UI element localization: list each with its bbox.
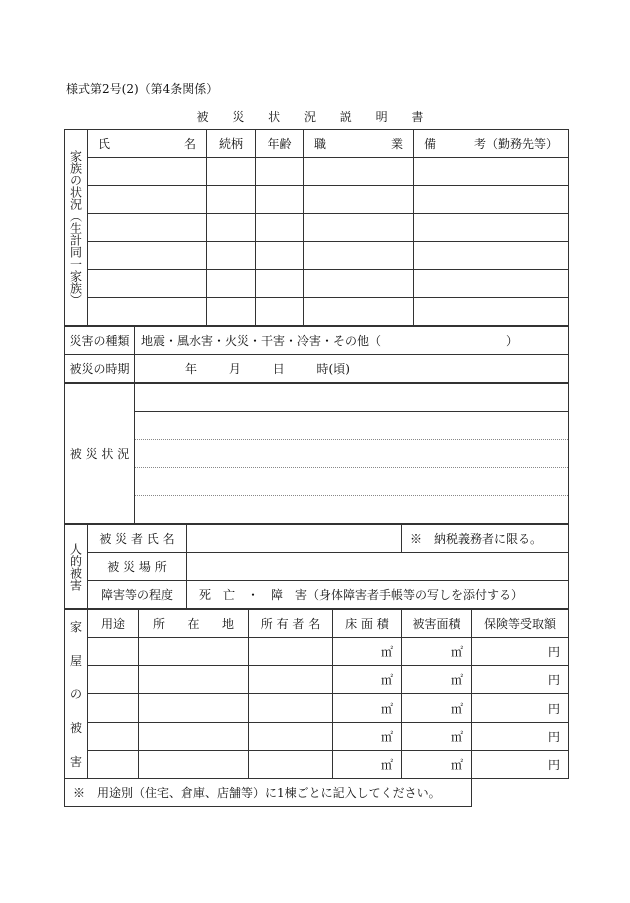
family-name-cell[interactable] [88, 242, 207, 270]
header-use: 用途 [88, 610, 139, 638]
family-age-cell[interactable] [256, 158, 304, 186]
house-owner-cell[interactable] [249, 694, 333, 722]
house-floor-cell[interactable]: ㎡ [333, 638, 402, 666]
family-relation-cell[interactable] [207, 158, 256, 186]
house-side-char: の [69, 687, 82, 702]
injury-degree-value[interactable]: 死 亡 ・ 障 害（身体障害者手帳等の写しを添付する） [187, 581, 569, 609]
situation-line[interactable] [135, 412, 569, 440]
family-relation-cell[interactable] [207, 270, 256, 298]
house-use-cell[interactable] [88, 666, 139, 694]
family-job-cell[interactable] [304, 270, 414, 298]
house-use-cell[interactable] [88, 638, 139, 666]
house-insurance-cell[interactable]: 円 [472, 722, 569, 750]
victim-name-field[interactable] [187, 525, 402, 553]
house-damage-cell[interactable]: ㎡ [402, 666, 472, 694]
situation-line[interactable] [135, 468, 569, 496]
family-note-cell[interactable] [414, 242, 569, 270]
house-use-cell[interactable] [88, 750, 139, 778]
house-side-char: 家 [69, 620, 82, 635]
family-name-cell[interactable] [88, 270, 207, 298]
family-note-cell[interactable] [414, 158, 569, 186]
header-age: 年齢 [256, 130, 304, 158]
situation-label: 被 災 状 況 [65, 384, 135, 524]
disaster-time-value[interactable]: 年 月 日 時(頃) [135, 355, 569, 383]
victim-name-label: 被 災 者 氏 名 [88, 525, 187, 553]
family-job-cell[interactable] [304, 186, 414, 214]
house-row [65, 638, 569, 666]
house-owner-cell[interactable] [249, 638, 333, 666]
header-damage-area: 被害面積 [402, 610, 472, 638]
family-age-cell[interactable] [256, 298, 304, 326]
family-job-cell[interactable] [304, 214, 414, 242]
document-title: 被 災 状 況 説 明 書 [196, 110, 434, 124]
house-damage-cell[interactable]: ㎡ [402, 694, 472, 722]
situation-line[interactable] [135, 384, 569, 412]
house-insurance-cell[interactable]: 円 [472, 666, 569, 694]
family-relation-cell[interactable] [207, 242, 256, 270]
house-location-cell[interactable] [139, 694, 249, 722]
house-use-cell[interactable] [88, 694, 139, 722]
form-number: 様式第2号(2)（第4条関係） [66, 82, 219, 96]
family-name-cell[interactable] [88, 186, 207, 214]
house-row [65, 694, 569, 722]
house-floor-cell[interactable]: ㎡ [333, 750, 402, 778]
house-damage-cell[interactable]: ㎡ [402, 722, 472, 750]
disaster-time-label: 被災の時期 [65, 355, 135, 383]
family-relation-cell[interactable] [207, 298, 256, 326]
header-note: 備 考（勤務先等） [414, 130, 569, 158]
family-age-cell[interactable] [256, 186, 304, 214]
family-job-cell[interactable] [304, 158, 414, 186]
house-row [65, 722, 569, 750]
family-row [65, 186, 569, 214]
disaster-type-label: 災害の種類 [65, 327, 135, 355]
family-table [64, 129, 569, 326]
victim-name-note: ※ 納税義務者に限る。 [402, 525, 569, 553]
house-location-cell[interactable] [139, 666, 249, 694]
family-note-cell[interactable] [414, 270, 569, 298]
disaster-type-options[interactable]: 地震・風水害・火災・干害・冷害・その他（ ） [135, 327, 569, 355]
house-note: ※ 用途別（住宅、倉庫、店舗等）に1棟ごとに記入してください。 [65, 779, 472, 807]
family-name-cell[interactable] [88, 298, 207, 326]
header-name: 氏 名 [88, 130, 207, 158]
injury-degree-label: 障害等の程度 [88, 581, 187, 609]
house-owner-cell[interactable] [249, 666, 333, 694]
victim-place-label: 被 災 場 所 [88, 553, 187, 581]
victim-place-field[interactable] [187, 553, 569, 581]
house-insurance-cell[interactable]: 円 [472, 638, 569, 666]
family-side-label: 家族の状況（生計同一家族） [65, 130, 88, 326]
house-owner-cell[interactable] [249, 722, 333, 750]
house-row [65, 666, 569, 694]
house-insurance-cell[interactable]: 円 [472, 694, 569, 722]
family-row [65, 242, 569, 270]
house-side-char: 被 [69, 721, 82, 736]
house-location-cell[interactable] [139, 722, 249, 750]
family-age-cell[interactable] [256, 242, 304, 270]
family-note-cell[interactable] [414, 298, 569, 326]
header-relation: 続柄 [207, 130, 256, 158]
house-owner-cell[interactable] [249, 750, 333, 778]
header-location: 所 在 地 [139, 610, 249, 638]
family-age-cell[interactable] [256, 214, 304, 242]
situation-line[interactable] [135, 440, 569, 468]
house-floor-cell[interactable]: ㎡ [333, 722, 402, 750]
situation-table [64, 383, 569, 524]
house-damage-cell[interactable]: ㎡ [402, 750, 472, 778]
house-damage-cell[interactable]: ㎡ [402, 638, 472, 666]
header-job: 職 業 [304, 130, 414, 158]
family-row [65, 270, 569, 298]
family-name-cell[interactable] [88, 158, 207, 186]
header-owner: 所 有 者 名 [249, 610, 333, 638]
family-relation-cell[interactable] [207, 214, 256, 242]
family-name-cell[interactable] [88, 214, 207, 242]
house-use-cell[interactable] [88, 722, 139, 750]
family-row [65, 214, 569, 242]
house-damage-table [64, 609, 569, 807]
family-note-cell[interactable] [414, 214, 569, 242]
disaster-table [64, 326, 569, 383]
house-floor-cell[interactable]: ㎡ [333, 666, 402, 694]
house-side-label [65, 610, 88, 779]
family-job-cell[interactable] [304, 242, 414, 270]
human-damage-table [64, 524, 569, 609]
family-note-cell[interactable] [414, 186, 569, 214]
situation-line[interactable] [135, 496, 569, 524]
house-side-char: 害 [69, 754, 82, 769]
house-side-char: 屋 [69, 653, 82, 668]
header-insurance: 保険等受取額 [472, 610, 569, 638]
house-location-cell[interactable] [139, 638, 249, 666]
house-row [65, 750, 569, 778]
family-job-cell[interactable] [304, 298, 414, 326]
header-floor-area: 床 面 積 [333, 610, 402, 638]
family-relation-cell[interactable] [207, 186, 256, 214]
house-floor-cell[interactable]: ㎡ [333, 694, 402, 722]
family-age-cell[interactable] [256, 270, 304, 298]
human-side-label: 人的被害 [65, 525, 88, 609]
house-insurance-cell[interactable]: 円 [472, 750, 569, 778]
family-row [65, 298, 569, 326]
family-row [65, 158, 569, 186]
house-location-cell[interactable] [139, 750, 249, 778]
